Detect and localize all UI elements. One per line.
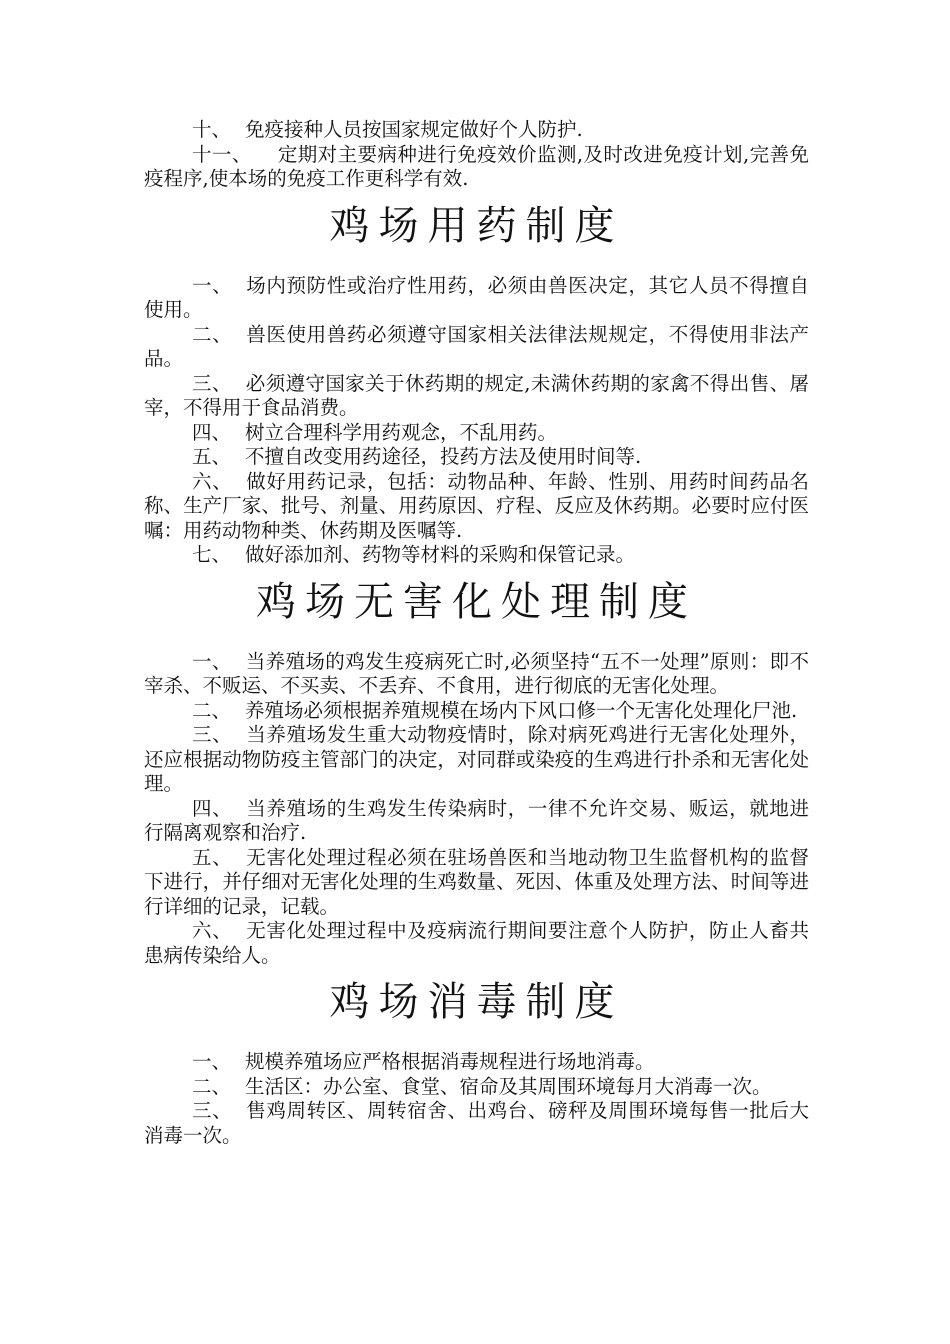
item-text: 当养殖场发生重大动物疫情时，除对病死鸡进行无害化处理外，还应根据动物防疫主管部门的决定，对同群或染疫的生鸡进行扑杀和无害化处理。: [144, 723, 809, 795]
paragraph: [144, 919, 809, 968]
paragraph: [144, 470, 809, 544]
item-text: 做好添加剂、药物等材料的采购和保管记录。: [245, 543, 636, 566]
item-text: 做好用药记录，包括：动物品种、年龄、性别、用药时间药品名称、生产厂家、批号、剂量、用药原因、疗程、反应及休药期。必要时应付医嘱：用药动物种类、休药期及医嘱等.: [144, 469, 809, 542]
item-text: 定期对主要病种进行免疫效价监测,及时改进免疫计划,完善免疫程序,使本场的免疫工作更科学有效.: [144, 142, 809, 190]
item-number: 一、: [192, 273, 233, 297]
item-text: 规模养殖场应严格根据消毒规程进行场地消毒。: [245, 1050, 655, 1073]
item-number: 七、: [192, 543, 232, 566]
paragraph: [144, 445, 809, 470]
item-text: 兽医使用兽药必须遵守国家相关法律法规规定，不得使用非法产品。: [144, 322, 809, 370]
item-number: 二、: [192, 698, 232, 722]
paragraph: [144, 846, 809, 920]
item-number: 一、: [192, 1050, 232, 1073]
item-text: 免疫接种人员按国家规定做好个人防护.: [245, 118, 583, 141]
item-number: 六、: [192, 919, 233, 942]
item-number: 一、: [192, 649, 232, 673]
item-number: 十、: [192, 118, 232, 141]
item-text: 不擅自改变用药途径，投药方法及使用时间等.: [245, 445, 642, 468]
paragraph: [144, 421, 809, 446]
item-text: 售鸡周转区、周转宿舍、出鸡台、磅秤及周围环境每售一批后大消毒一次。: [144, 1099, 809, 1147]
paragraph: [144, 723, 809, 797]
item-number: 五、: [192, 445, 232, 468]
item-number: 三、: [192, 1099, 233, 1122]
item-text: 树立合理科学用药观念，不乱用药。: [245, 420, 558, 444]
paragraph: [144, 699, 809, 724]
paragraph: [144, 650, 809, 699]
paragraph: [144, 372, 809, 421]
item-number: 六、: [192, 469, 233, 493]
item-text: 场内预防性或治疗性用药，必须由兽医决定，其它人员不得擅自使用。: [144, 273, 809, 321]
item-text: 当养殖场的生鸡发生传染病时，一律不允许交易、贩运，就地进行隔离观察和治疗.: [144, 796, 809, 844]
item-text: 当养殖场的鸡发生疫病死亡时,必须坚持“五不一处理”原则：即不宰杀、不贩运、不买卖、不丢弃、不食用，进行彻底的无害化处理。: [144, 649, 809, 697]
item-text: 无害化处理过程必须在驻场兽医和当地动物卫生监督机构的监督下进行，并仔细对无害化处理的生鸡数量、死因、体重及处理方法、时间等进行详细的记录，记载。: [144, 845, 809, 918]
paragraph: [144, 118, 809, 143]
item-text: 生活区：办公室、食堂、宿命及其周围环境每月大消毒一次。: [245, 1074, 772, 1098]
item-text: 养殖场必须根据养殖规模在场内下风口修一个无害化处理化尸池.: [245, 698, 798, 722]
item-number: 三、: [192, 371, 232, 395]
section-title: 鸡场消毒制度: [329, 979, 624, 1025]
item-number: 四、: [192, 420, 232, 444]
section-title: 鸡场用药制度: [329, 202, 624, 249]
paragraph: [144, 274, 809, 323]
item-number: 二、: [192, 1074, 232, 1098]
paragraph: [144, 543, 809, 568]
item-text: 必须遵守国家关于休药期的规定,未满休药期的家禽不得出售、屠宰，不得用于食品消费。: [144, 371, 809, 419]
paragraph: [144, 797, 809, 846]
document-page: [144, 118, 809, 1148]
item-number: 四、: [192, 796, 233, 820]
item-number: 十一、: [192, 142, 252, 166]
item-number: 三、: [192, 723, 233, 746]
item-number: 五、: [192, 845, 233, 869]
paragraph: [144, 1099, 809, 1148]
item-number: 二、: [192, 322, 233, 346]
paragraph: [144, 1050, 809, 1075]
section-title: 鸡场无害化处理制度: [256, 578, 697, 625]
paragraph: [144, 1075, 809, 1100]
item-text: 无害化处理过程中及疫病流行期间要注意个人防护，防止人畜共患病传染给人。: [144, 919, 809, 967]
paragraph: [144, 323, 809, 372]
paragraph: [144, 143, 809, 192]
